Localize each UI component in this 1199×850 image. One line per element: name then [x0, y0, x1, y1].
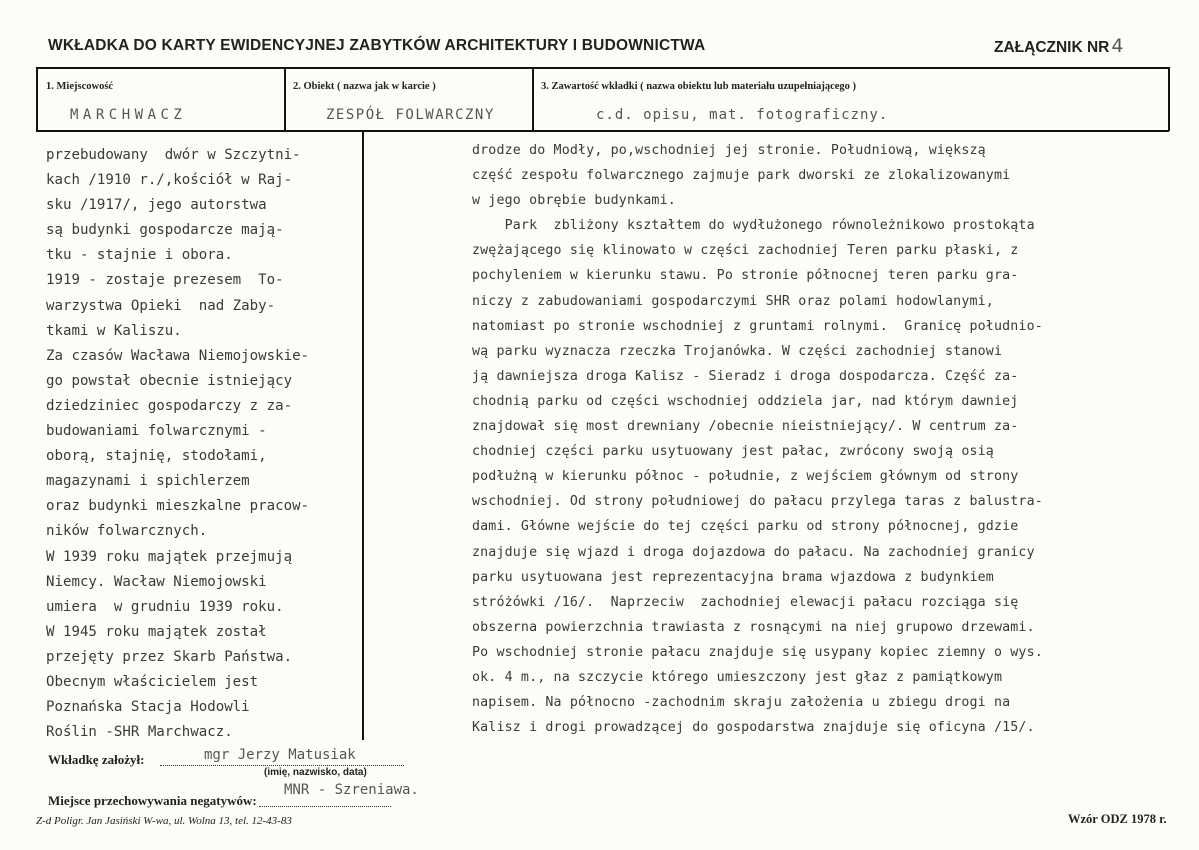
text-line: Obecnym właścicielem jest	[46, 673, 259, 690]
negatives-value: MNR - Szreniawa.	[284, 782, 419, 798]
text-line: wschodniej. Od strony południowej do pałacu przylega taras z balustra-	[472, 494, 1043, 510]
contents-label: 3. Zawartość wkładki ( nazwa obiektu lub materiału uzupełniającego )	[541, 81, 857, 92]
text-line: magazynami i spichlerzem	[46, 473, 250, 490]
text-line: go powstał obecnie istniejący	[46, 372, 293, 389]
attachment-number	[994, 35, 1123, 57]
printer-imprint: Z-d Poligr. Jan Jasiński W-wa, ul. Wolna 13, tel. 12-43-83	[36, 815, 292, 827]
text-line: W 1945 roku majątek został	[46, 623, 267, 640]
description-left-column	[46, 143, 309, 745]
text-line: 1919 - zostaje prezesem To-	[46, 272, 284, 289]
text-line: znajduje się wjazd i droga dojazdowa do pałacu. Na zachodniej granicy	[472, 544, 1035, 560]
description-right-column	[472, 138, 1043, 740]
divider-field-4	[1168, 67, 1170, 131]
text-line: ją dawniejsza droga Kalisz - Sieradz i droga dospodarcza. Część za-	[472, 368, 1019, 384]
text-line: podłużną w kierunku północ - południe, z wejściem głównym od strony	[472, 469, 1019, 485]
text-line: warzystwa Opieki nad Zaby-	[46, 297, 276, 314]
text-line: budowaniami folwarcznymi -	[46, 423, 267, 440]
document-title: WKŁADKA DO KARTY EWIDENCYJNEJ ZABYTKÓW ARCHITEKTURY I BUDOWNICTWA	[48, 37, 706, 54]
text-line: przebudowany dwór w Szczytni-	[46, 147, 301, 163]
divider-field-2	[284, 67, 286, 131]
locality-label: 1. Miejscowość	[46, 81, 114, 92]
text-line: kach /1910 r./,kościół w Raj-	[46, 172, 293, 189]
text-line: znajdował się most drewniany /obecnie nieistniejący/. W centrum za-	[472, 419, 1019, 435]
text-line: ok. 4 m., na szczycie którego umieszczony jest głaz z pamiątkowym	[472, 669, 1003, 685]
locality-value: MARCHWACZ	[70, 107, 187, 123]
text-line: oraz budynki mieszkalne pracow-	[46, 498, 310, 515]
object-value: ZESPÓŁ FOLWARCZNY	[326, 107, 495, 123]
text-line: tku - stajnie i obora.	[46, 247, 233, 264]
text-line: w jego obrębie budynkami.	[472, 193, 676, 209]
text-line: dziedziniec gospodarczy z za-	[46, 397, 293, 414]
text-line: sku /1917/, jego autorstwa	[46, 197, 267, 214]
text-line: są budynki gospodarcze mają-	[46, 222, 284, 239]
attachment-label: ZAŁĄCZNIK NR	[994, 39, 1110, 56]
text-line: Roślin -SHR Marchwacz.	[46, 724, 233, 741]
author-dotted-line	[160, 765, 404, 766]
text-line: Niemcy. Wacław Niemojowski	[46, 573, 267, 590]
text-line: stróżówki /16/. Naprzeciw zachodniej elewacji pałacu rozciąga się	[472, 594, 1019, 610]
divider-field-1	[36, 67, 38, 131]
text-line: zwężającego się klinowato w części zachodniej Teren parku płaski, z	[472, 243, 1019, 259]
text-line: Po wschodniej stronie pałacu znajduje się usypany kopiec ziemny o wys.	[472, 644, 1043, 660]
object-label: 2. Obiekt ( nazwa jak w karcie )	[293, 81, 436, 92]
text-line: dami. Główne wejście do tej części parku od strony północnej, gdzie	[472, 519, 1019, 535]
text-line: tkami w Kaliszu.	[46, 322, 182, 339]
rule-fields-bottom	[36, 130, 1169, 132]
author-value: mgr Jerzy Matusiak	[204, 747, 356, 763]
text-line: natomiast po stronie wschodniej z gruntami rolnymi. Granicę południo-	[472, 318, 1043, 334]
text-line: niczy z zabudowaniami gospodarczymi SHR oraz polami hodowlanymi,	[472, 293, 994, 309]
text-line: oborą, stajnię, stodołami,	[46, 448, 267, 465]
text-line: parku usytuowana jest reprezentacyjna brama wjazdowa z budynkiem	[472, 569, 994, 585]
contents-value: c.d. opisu, mat. fotograficzny.	[596, 107, 889, 123]
text-line: chodnią parku od części wschodniej oddziela jar, nad którym dawniej	[472, 393, 1019, 409]
text-line: napisem. Na północno -zachodnim skraju założenia u zbiegu drogi na	[472, 695, 1011, 711]
text-line: umiera w grudniu 1939 roku.	[46, 598, 284, 615]
text-line: W 1939 roku majątek przejmują	[46, 548, 293, 565]
negatives-dotted-line	[259, 806, 391, 807]
text-line: część zespołu folwarcznego zajmuje park dworski ze zlokalizowanymi	[472, 168, 1011, 184]
text-line: drodze do Modły, po,wschodniej jej stronie. Południową, większą	[472, 143, 986, 158]
rule-top	[36, 67, 1169, 69]
text-line: wą parku wyznacza rzeczka Trojanówka. W części zachodniej stanowi	[472, 343, 1003, 359]
text-line: Park zbliżony kształtem do wydłużonego równoleżnikowo prostokąta	[472, 218, 1035, 234]
text-line: Kalisz i drogi prowadzącej do gospodarstwa znajduje się oficyna /15/.	[472, 720, 1035, 736]
attachment-handwritten-number: 4	[1111, 35, 1124, 57]
negatives-label: Miejsce przechowywania negatywów:	[48, 793, 257, 808]
text-line: ników folwarcznych.	[46, 523, 208, 540]
text-line: Za czasów Wacława Niemojowskie-	[46, 347, 310, 364]
text-line: pochyleniem w kierunku stawu. Po stronie północnej teren parku gra-	[472, 268, 1019, 284]
divider-field-3	[532, 67, 534, 131]
author-hint: (imię, nazwisko, data)	[264, 767, 367, 778]
text-line: chodniej części parku usytuowany jest pałac, zwrócony swoją osią	[472, 444, 994, 460]
form-code: Wzór ODZ 1978 r.	[1068, 812, 1167, 826]
text-line: obszerna powierzchnia trawiasta z rosnącymi na niej grupowo drzewami.	[472, 619, 1035, 635]
author-label: Wkładkę założył:	[48, 752, 145, 767]
text-line: przejęty przez Skarb Państwa.	[46, 648, 293, 665]
column-divider	[362, 131, 364, 740]
text-line: Poznańska Stacja Hodowli	[46, 699, 250, 716]
